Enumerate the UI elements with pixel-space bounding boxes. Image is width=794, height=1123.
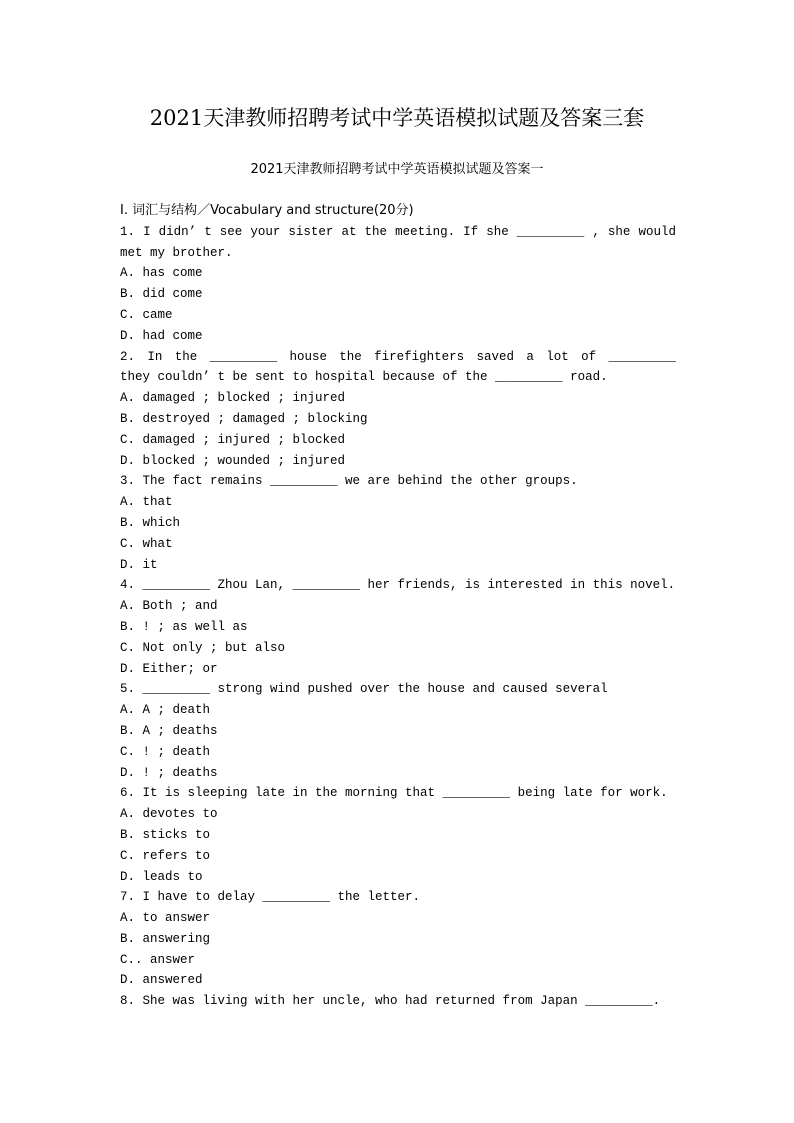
page-subtitle: 2021天津教师招聘考试中学英语模拟试题及答案一 — [250, 162, 544, 177]
question-1 — [120, 222, 676, 347]
question-stem: 3. The fact remains _________ we are behind the other groups. — [120, 474, 578, 489]
option-c: C.. answer — [120, 952, 196, 967]
option-d: D. blocked ; wounded ; injured — [120, 453, 346, 468]
option-d: D. ! ; deaths — [120, 765, 218, 780]
option-b: B. did come — [120, 287, 203, 302]
option-b: B. which — [120, 515, 181, 530]
question-4 — [120, 575, 676, 679]
section-heading: Ⅰ. 词汇与结构／Vocabulary and structure(20分) — [120, 203, 414, 218]
question-stem: 8. She was living with her uncle, who had returned from Japan _________. — [120, 994, 661, 1009]
document-body — [120, 201, 676, 1012]
question-stem: they couldn’ t be sent to hospital because of the _________ road. — [120, 370, 608, 385]
question-2 — [120, 347, 676, 472]
question-7 — [120, 887, 676, 991]
option-a: A. that — [120, 495, 173, 510]
option-a: A. Both ; and — [120, 599, 218, 614]
question-stem: met my brother. — [120, 245, 233, 260]
question-8 — [120, 991, 676, 1012]
option-c: C. what — [120, 536, 173, 551]
question-stem: 2. In the _________ house the firefighters saved a lot of _________ — [120, 349, 676, 364]
option-d: D. leads to — [120, 869, 203, 884]
question-stem: 7. I have to delay _________ the letter. — [120, 890, 421, 905]
option-a: A. to answer — [120, 911, 211, 926]
option-d: D. had come — [120, 328, 203, 343]
option-a: A. A ; death — [120, 703, 211, 718]
question-stem: 1. I didn’ t see your sister at the meeting. If she _________ , she would — [120, 224, 676, 239]
option-a: A. has come — [120, 266, 203, 281]
option-b: B. destroyed ; damaged ; blocking — [120, 411, 368, 426]
option-d: D. Either; or — [120, 661, 218, 676]
question-6 — [120, 783, 676, 887]
option-d: D. it — [120, 557, 158, 572]
option-c: C. ! ; death — [120, 744, 211, 759]
option-b: B. answering — [120, 931, 211, 946]
option-a: A. damaged ; blocked ; injured — [120, 391, 346, 406]
question-stem: 5. _________ strong wind pushed over the house and caused several — [120, 682, 608, 697]
page-title: 2021天津教师招聘考试中学英语模拟试题及答案三套 — [149, 106, 645, 130]
option-b: B. A ; deaths — [120, 723, 218, 738]
option-b: B. sticks to — [120, 827, 211, 842]
question-stem: 6. It is sleeping late in the morning that _________ being late for work. — [120, 786, 668, 801]
option-a: A. devotes to — [120, 807, 218, 822]
option-b: B. ! ; as well as — [120, 619, 248, 634]
option-c: C. Not only ; but also — [120, 640, 286, 655]
option-c: C. refers to — [120, 848, 211, 863]
option-c: C. came — [120, 307, 173, 322]
question-5 — [120, 679, 676, 783]
question-stem: 4. _________ Zhou Lan, _________ her friends, is interested in this novel. — [120, 578, 676, 593]
option-c: C. damaged ; injured ; blocked — [120, 432, 346, 447]
question-3 — [120, 471, 676, 575]
option-d: D. answered — [120, 973, 203, 988]
